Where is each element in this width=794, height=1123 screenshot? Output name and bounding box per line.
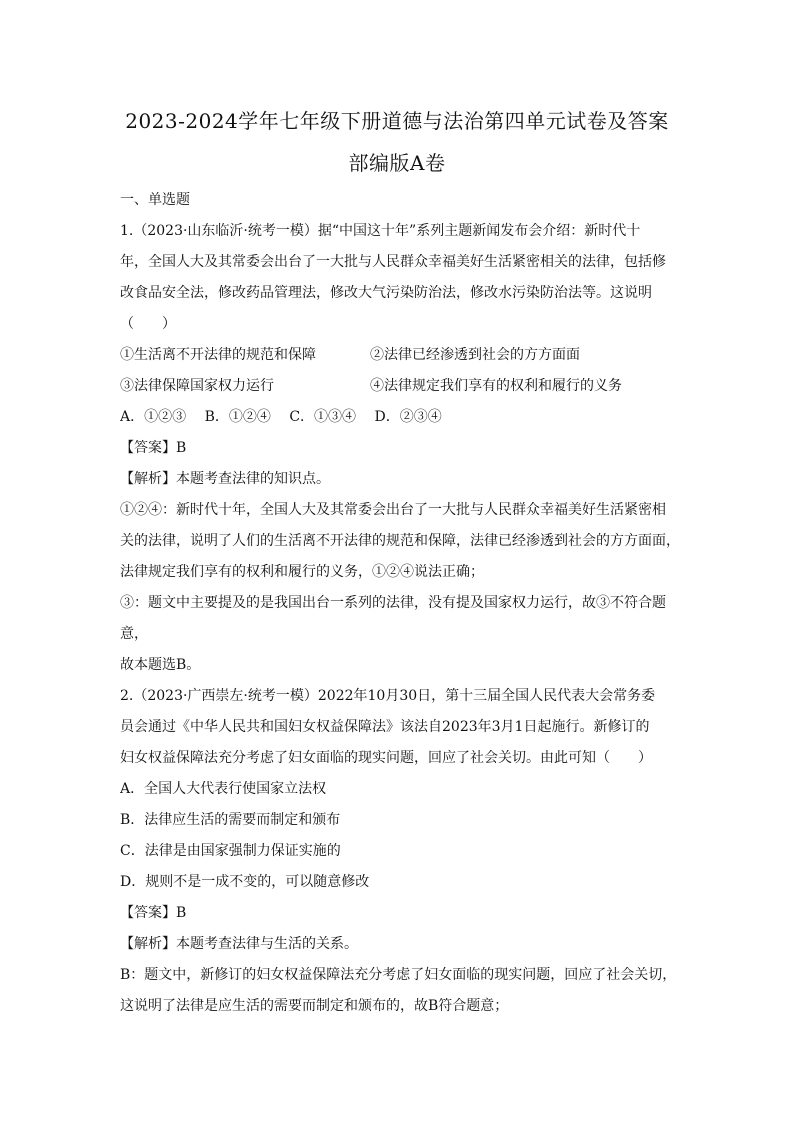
statement-1: ①生活离不开法律的规范和保障 [120, 347, 316, 363]
question-2-choice-c: C．法律是由国家强制力保证实施的 [120, 843, 341, 859]
question-1-choices [120, 402, 680, 433]
question-1-analysis-line: 意， [120, 626, 148, 642]
question-2-stem-line: 妇女权益保障法充分考虑了妇女面临的现实问题，回应了社会关切。由此可知（ ） [120, 750, 652, 766]
choice-d: D．②③④ [374, 409, 442, 425]
document-title-line-1: 2023-2024学年七年级下册道德与法治第四单元试卷及答案 [125, 109, 669, 133]
question-1-analysis-line: 法律规定我们享有的权利和履行的义务，①②④说法正确； [120, 564, 484, 580]
question-2-stem-line: 员会通过《中华人民共和国妇女权益保障法》该法自2023年3月1日起施行。新修订的 [120, 719, 650, 735]
statement-4: ④法律规定我们享有的权利和履行的义务 [370, 378, 622, 394]
question-1-stem-line: 年，全国人大及其常委会出台了一大批与人民群众幸福美好生活紧密相关的法律，包括修 [120, 254, 666, 270]
choice-c: C．①③④ [289, 409, 357, 425]
document-body [120, 185, 680, 1022]
choice-a: A．①②③ [120, 409, 187, 425]
question-2-analysis-line: 【解析】本题考查法律与生活的关系。 [120, 936, 358, 952]
question-2-analysis-line: 这说明了法律是应生活的需要而制定和颁布的，故B符合题意； [120, 998, 509, 1014]
question-1-analysis-line: ③：题文中主要提及的是我国出台一系列的法律，没有提及国家权力运行，故③不符合题 [120, 595, 666, 611]
question-1-answer: 【答案】B [120, 440, 187, 456]
question-1-stem-line: 1.（2023·山东临沂·统考一模）据“中国这十年”系列主题新闻发布会介绍：新时代十 [120, 223, 641, 239]
statement-2: ②法律已经渗透到社会的方方面面 [370, 347, 580, 363]
section-heading: 一、单选题 [120, 192, 190, 208]
question-1-stem-line: 改食品安全法，修改药品管理法，修改大气污染防治法，修改水污染防治法等。这说明 [120, 285, 652, 301]
question-2-choice-a: A．全国人大代表行使国家立法权 [120, 781, 327, 797]
question-1-statements-row [120, 340, 680, 371]
question-1-analysis-line: 【解析】本题考查法律的知识点。 [120, 471, 330, 487]
question-1-analysis-line: 故本题选B。 [120, 657, 201, 673]
question-2-answer: 【答案】B [120, 905, 187, 921]
question-2-analysis-line: B：题文中，新修订的妇女权益保障法充分考虑了妇女面临的现实问题，回应了社会关切， [120, 967, 677, 983]
question-1-analysis-line: 关的法律，说明了人们的生活离不开法律的规范和保障，法律已经渗透到社会的方方面面， [120, 533, 680, 549]
question-1-statements-row [120, 371, 680, 402]
question-2-stem-line: 2.（2023·广西崇左·统考一模）2022年10月30日，第十三届全国人民代表大会常务委 [120, 688, 656, 704]
document-title-line-2: 部编版A卷 [348, 151, 446, 175]
question-2-choice-b: B．法律应生活的需要而制定和颁布 [120, 812, 341, 828]
question-1-stem-line: （ ） [120, 316, 176, 332]
question-2-choice-d: D．规则不是一成不变的，可以随意修改 [120, 874, 370, 890]
statement-3: ③法律保障国家权力运行 [120, 378, 274, 394]
choice-b: B．①②④ [204, 409, 271, 425]
question-1-analysis-line: ①②④：新时代十年，全国人大及其常委会出台了一大批与人民群众幸福美好生活紧密相 [120, 502, 666, 518]
